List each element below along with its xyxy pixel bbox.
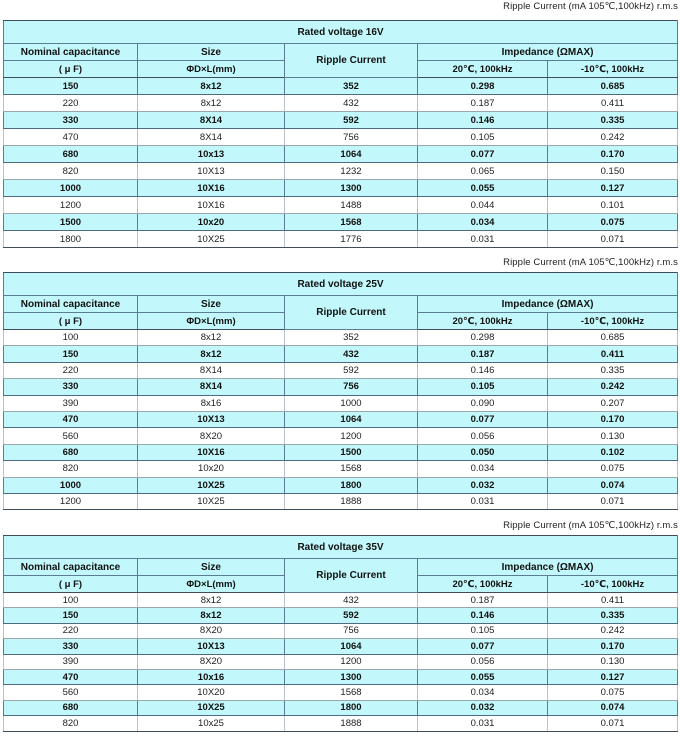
header-size-unit: ΦD×L(mm) — [138, 576, 285, 593]
cell-impedance-minus10c: 0.685 — [548, 330, 678, 346]
cell-impedance-minus10c: 0.242 — [548, 379, 678, 395]
cell-size: 10x13 — [138, 146, 285, 163]
cell-ripple-current: 1064 — [285, 639, 418, 654]
cell-capacitance: 390 — [4, 654, 138, 669]
cell-impedance-20c: 0.031 — [418, 716, 548, 731]
cell-impedance-20c: 0.105 — [418, 379, 548, 395]
cell-impedance-minus10c: 0.170 — [548, 411, 678, 427]
cell-capacitance: 820 — [4, 163, 138, 180]
header-size: Size — [138, 296, 285, 313]
cell-impedance-20c: 0.146 — [418, 608, 548, 623]
cell-impedance-minus10c: 0.242 — [548, 623, 678, 638]
header-capacitance: Nominal capacitance — [4, 559, 138, 576]
cell-capacitance: 150 — [4, 78, 138, 95]
cell-ripple-current: 1300 — [285, 669, 418, 684]
cell-size: 10X16 — [138, 180, 285, 197]
cell-impedance-minus10c: 0.074 — [548, 477, 678, 493]
table-row — [4, 444, 678, 460]
cell-size: 8X20 — [138, 654, 285, 669]
table-title: Rated voltage 25V — [4, 273, 678, 296]
cell-capacitance: 330 — [4, 379, 138, 395]
cell-impedance-20c: 0.187 — [418, 593, 548, 608]
table-row — [4, 477, 678, 493]
cell-ripple-current: 1500 — [285, 444, 418, 460]
cell-capacitance: 680 — [4, 700, 138, 715]
header-impedance-minus10c: -10℃, 100kHz — [548, 576, 678, 593]
cell-ripple-current: 1568 — [285, 685, 418, 700]
cell-capacitance: 330 — [4, 639, 138, 654]
table-row — [4, 197, 678, 214]
rated-voltage-16v-table — [3, 20, 678, 248]
cell-impedance-minus10c: 0.242 — [548, 129, 678, 146]
cell-impedance-20c: 0.298 — [418, 330, 548, 346]
cell-impedance-20c: 0.146 — [418, 362, 548, 378]
cell-ripple-current: 432 — [285, 346, 418, 362]
header-impedance: Impedance (ΩMAX) — [418, 296, 678, 313]
cell-size: 8X14 — [138, 112, 285, 129]
cell-ripple-current: 1300 — [285, 180, 418, 197]
cell-impedance-20c: 0.105 — [418, 129, 548, 146]
cell-impedance-minus10c: 0.335 — [548, 608, 678, 623]
cell-capacitance: 470 — [4, 411, 138, 427]
cell-impedance-minus10c: 0.130 — [548, 654, 678, 669]
cell-impedance-minus10c: 0.411 — [548, 95, 678, 112]
cell-impedance-20c: 0.187 — [418, 95, 548, 112]
table-row — [4, 129, 678, 146]
header-size: Size — [138, 44, 285, 61]
cell-ripple-current: 756 — [285, 623, 418, 638]
table-row — [4, 379, 678, 395]
cell-size: 10X13 — [138, 639, 285, 654]
cell-capacitance: 1000 — [4, 180, 138, 197]
cell-size: 10x25 — [138, 716, 285, 731]
header-ripple-current: Ripple Current — [285, 296, 418, 330]
cell-capacitance: 470 — [4, 129, 138, 146]
cell-impedance-20c: 0.031 — [418, 231, 548, 248]
cell-capacitance: 1800 — [4, 231, 138, 248]
table-row — [4, 78, 678, 95]
table-row — [4, 639, 678, 654]
cell-ripple-current: 432 — [285, 593, 418, 608]
table-row — [4, 362, 678, 378]
header-impedance-minus10c: -10℃, 100kHz — [548, 313, 678, 330]
cell-impedance-20c: 0.032 — [418, 477, 548, 493]
cell-ripple-current: 756 — [285, 129, 418, 146]
cell-impedance-20c: 0.034 — [418, 685, 548, 700]
header-ripple-current: Ripple Current — [285, 44, 418, 78]
header-impedance-minus10c: -10℃, 100kHz — [548, 61, 678, 78]
header-capacitance-unit: ( μ F) — [4, 61, 138, 78]
cell-ripple-current: 592 — [285, 608, 418, 623]
cell-impedance-20c: 0.146 — [418, 112, 548, 129]
table-row — [4, 180, 678, 197]
ripple-current-caption-16v: Ripple Current (mA 105℃,100kHz) r.m.s — [503, 1, 678, 12]
cell-impedance-20c: 0.077 — [418, 411, 548, 427]
table-row — [4, 95, 678, 112]
cell-ripple-current: 1232 — [285, 163, 418, 180]
cell-impedance-20c: 0.077 — [418, 146, 548, 163]
cell-impedance-20c: 0.056 — [418, 654, 548, 669]
cell-size: 10x20 — [138, 461, 285, 477]
cell-size: 10X25 — [138, 700, 285, 715]
table-row — [4, 461, 678, 477]
table-row — [4, 231, 678, 248]
cell-impedance-minus10c: 0.127 — [548, 669, 678, 684]
cell-ripple-current: 352 — [285, 330, 418, 346]
cell-ripple-current: 1800 — [285, 477, 418, 493]
cell-capacitance: 680 — [4, 146, 138, 163]
cell-capacitance: 100 — [4, 330, 138, 346]
cell-impedance-minus10c: 0.075 — [548, 461, 678, 477]
cell-size: 8x12 — [138, 95, 285, 112]
header-impedance: Impedance (ΩMAX) — [418, 559, 678, 576]
table-row — [4, 685, 678, 700]
cell-capacitance: 1200 — [4, 493, 138, 509]
cell-impedance-20c: 0.090 — [418, 395, 548, 411]
cell-size: 10X25 — [138, 231, 285, 248]
cell-ripple-current: 1568 — [285, 214, 418, 231]
cell-impedance-minus10c: 0.411 — [548, 593, 678, 608]
cell-impedance-20c: 0.187 — [418, 346, 548, 362]
cell-capacitance: 150 — [4, 608, 138, 623]
cell-impedance-minus10c: 0.071 — [548, 716, 678, 731]
table-row — [4, 214, 678, 231]
table-row — [4, 146, 678, 163]
cell-ripple-current: 1888 — [285, 716, 418, 731]
cell-ripple-current: 1888 — [285, 493, 418, 509]
table-row — [4, 395, 678, 411]
cell-size: 10X13 — [138, 163, 285, 180]
table-row — [4, 163, 678, 180]
header-impedance-20c: 20℃, 100kHz — [418, 313, 548, 330]
cell-size: 8X20 — [138, 623, 285, 638]
header-impedance-20c: 20℃, 100kHz — [418, 61, 548, 78]
cell-size: 10X25 — [138, 477, 285, 493]
cell-impedance-minus10c: 0.127 — [548, 180, 678, 197]
table-row — [4, 700, 678, 715]
header-capacitance: Nominal capacitance — [4, 296, 138, 313]
cell-ripple-current: 592 — [285, 112, 418, 129]
rated-voltage-35v-table — [3, 535, 678, 732]
cell-ripple-current: 756 — [285, 379, 418, 395]
table-row — [4, 428, 678, 444]
table-row — [4, 346, 678, 362]
table-row — [4, 623, 678, 638]
cell-size: 10X16 — [138, 444, 285, 460]
cell-impedance-minus10c: 0.071 — [548, 231, 678, 248]
cell-size: 8X20 — [138, 428, 285, 444]
header-ripple-current: Ripple Current — [285, 559, 418, 593]
cell-impedance-minus10c: 0.130 — [548, 428, 678, 444]
cell-size: 8x12 — [138, 78, 285, 95]
cell-ripple-current: 432 — [285, 95, 418, 112]
rated-voltage-25v-table — [3, 272, 678, 510]
cell-capacitance: 220 — [4, 95, 138, 112]
ripple-current-caption-25v: Ripple Current (mA 105℃,100kHz) r.m.s — [503, 257, 678, 268]
header-capacitance-unit: ( μ F) — [4, 313, 138, 330]
cell-capacitance: 560 — [4, 685, 138, 700]
cell-size: 10X16 — [138, 197, 285, 214]
cell-size: 8X14 — [138, 379, 285, 395]
cell-impedance-20c: 0.298 — [418, 78, 548, 95]
cell-ripple-current: 1776 — [285, 231, 418, 248]
header-size-unit: ΦD×L(mm) — [138, 61, 285, 78]
cell-impedance-minus10c: 0.102 — [548, 444, 678, 460]
header-size: Size — [138, 559, 285, 576]
cell-capacitance: 1000 — [4, 477, 138, 493]
cell-impedance-20c: 0.077 — [418, 639, 548, 654]
cell-impedance-minus10c: 0.207 — [548, 395, 678, 411]
cell-impedance-minus10c: 0.074 — [548, 700, 678, 715]
header-capacitance-unit: ( μ F) — [4, 576, 138, 593]
cell-ripple-current: 1200 — [285, 654, 418, 669]
cell-ripple-current: 1200 — [285, 428, 418, 444]
table-row — [4, 608, 678, 623]
cell-capacitance: 150 — [4, 346, 138, 362]
cell-capacitance: 1500 — [4, 214, 138, 231]
cell-ripple-current: 1568 — [285, 461, 418, 477]
cell-size: 10X13 — [138, 411, 285, 427]
ripple-current-caption-35v: Ripple Current (mA 105℃,100kHz) r.m.s — [503, 520, 678, 531]
cell-capacitance: 220 — [4, 623, 138, 638]
cell-capacitance: 680 — [4, 444, 138, 460]
cell-impedance-minus10c: 0.101 — [548, 197, 678, 214]
cell-capacitance: 560 — [4, 428, 138, 444]
cell-capacitance: 820 — [4, 716, 138, 731]
cell-ripple-current: 1488 — [285, 197, 418, 214]
header-impedance: Impedance (ΩMAX) — [418, 44, 678, 61]
cell-impedance-20c: 0.031 — [418, 493, 548, 509]
cell-size: 8x16 — [138, 395, 285, 411]
table-title: Rated voltage 35V — [4, 536, 678, 559]
header-size-unit: ΦD×L(mm) — [138, 313, 285, 330]
cell-impedance-minus10c: 0.170 — [548, 639, 678, 654]
cell-size: 8x12 — [138, 346, 285, 362]
cell-capacitance: 330 — [4, 112, 138, 129]
cell-impedance-minus10c: 0.075 — [548, 214, 678, 231]
table-row — [4, 716, 678, 731]
cell-impedance-minus10c: 0.170 — [548, 146, 678, 163]
table-title: Rated voltage 16V — [4, 21, 678, 44]
cell-impedance-minus10c: 0.071 — [548, 493, 678, 509]
cell-capacitance: 470 — [4, 669, 138, 684]
cell-impedance-20c: 0.056 — [418, 428, 548, 444]
table-row — [4, 493, 678, 509]
table-row — [4, 593, 678, 608]
cell-impedance-20c: 0.034 — [418, 461, 548, 477]
cell-impedance-minus10c: 0.075 — [548, 685, 678, 700]
cell-impedance-20c: 0.065 — [418, 163, 548, 180]
cell-capacitance: 820 — [4, 461, 138, 477]
header-capacitance: Nominal capacitance — [4, 44, 138, 61]
cell-impedance-20c: 0.055 — [418, 180, 548, 197]
cell-capacitance: 100 — [4, 593, 138, 608]
cell-impedance-minus10c: 0.685 — [548, 78, 678, 95]
table-row — [4, 654, 678, 669]
cell-impedance-20c: 0.034 — [418, 214, 548, 231]
cell-size: 8X14 — [138, 129, 285, 146]
cell-ripple-current: 592 — [285, 362, 418, 378]
cell-impedance-minus10c: 0.335 — [548, 112, 678, 129]
cell-impedance-20c: 0.055 — [418, 669, 548, 684]
cell-capacitance: 1200 — [4, 197, 138, 214]
cell-ripple-current: 352 — [285, 78, 418, 95]
cell-impedance-20c: 0.032 — [418, 700, 548, 715]
cell-size: 8x12 — [138, 608, 285, 623]
cell-size: 8X14 — [138, 362, 285, 378]
header-impedance-20c: 20℃, 100kHz — [418, 576, 548, 593]
table-row — [4, 411, 678, 427]
cell-capacitance: 390 — [4, 395, 138, 411]
cell-capacitance: 220 — [4, 362, 138, 378]
cell-impedance-minus10c: 0.335 — [548, 362, 678, 378]
cell-impedance-minus10c: 0.411 — [548, 346, 678, 362]
cell-size: 10X20 — [138, 685, 285, 700]
cell-impedance-minus10c: 0.150 — [548, 163, 678, 180]
cell-ripple-current: 1064 — [285, 146, 418, 163]
cell-size: 10x16 — [138, 669, 285, 684]
cell-impedance-20c: 0.044 — [418, 197, 548, 214]
cell-size: 8x12 — [138, 330, 285, 346]
cell-ripple-current: 1800 — [285, 700, 418, 715]
table-row — [4, 330, 678, 346]
cell-size: 10X25 — [138, 493, 285, 509]
cell-ripple-current: 1000 — [285, 395, 418, 411]
cell-ripple-current: 1064 — [285, 411, 418, 427]
table-row — [4, 112, 678, 129]
cell-size: 10x20 — [138, 214, 285, 231]
cell-impedance-20c: 0.105 — [418, 623, 548, 638]
cell-size: 8x12 — [138, 593, 285, 608]
table-row — [4, 669, 678, 684]
cell-impedance-20c: 0.050 — [418, 444, 548, 460]
